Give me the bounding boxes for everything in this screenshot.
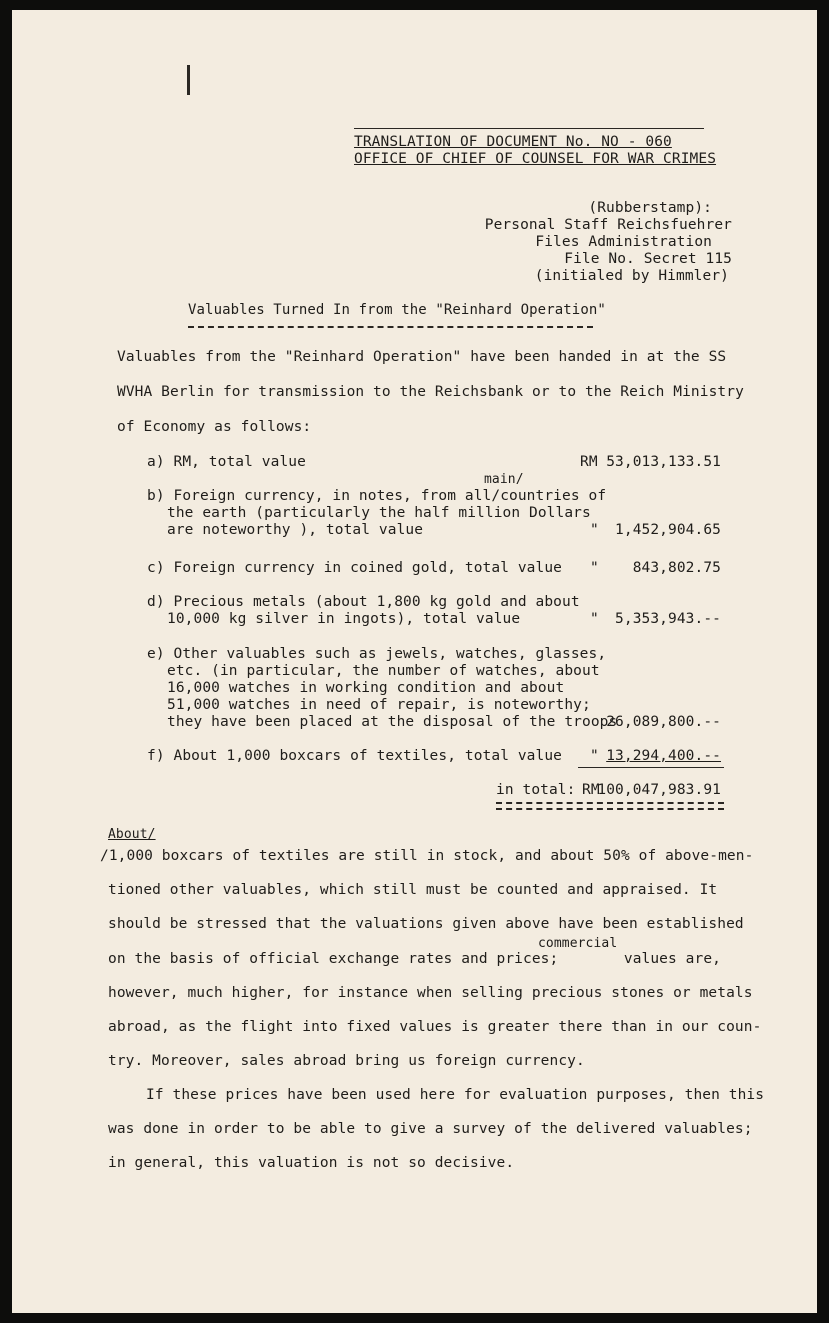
item-d-line-2: 10,000 kg silver in ingots), total value (167, 611, 521, 627)
item-e-line-3: 16,000 watches in working condition and about (167, 680, 565, 696)
total-currency: RM (582, 782, 600, 798)
body-p2-line-2: was done in order to be able to give a survey of the delivered valuables; (108, 1121, 753, 1137)
item-d-value: 5,353,943.-- (615, 611, 721, 627)
body-line-4: on the basis of official exchange rates and prices; (108, 951, 559, 967)
intro-line-3: of Economy as follows: (117, 419, 312, 435)
body-line-6: abroad, as the flight into fixed values is greater there than in our coun- (108, 1019, 762, 1035)
body-line-5: however, much higher, for instance when selling precious stones or metals (108, 985, 753, 1001)
total-double-underline (496, 802, 724, 810)
header-line-2: OFFICE OF CHIEF OF COUNSEL FOR WAR CRIMES (354, 151, 717, 167)
document-page (12, 10, 817, 1313)
item-b-line-2: the earth (particularly the half million Dollars (167, 505, 591, 521)
title-underline (188, 326, 593, 328)
document-title: Valuables Turned In from the "Reinhard Operation" (188, 302, 606, 318)
item-c-ditto: " (590, 560, 599, 576)
header-top-rule (354, 128, 704, 129)
body-line-2: tioned other valuables, which still must be counted and appraised. It (108, 882, 718, 898)
stamp-line-1: (Rubberstamp): (588, 200, 712, 216)
item-c-text: c) Foreign currency in coined gold, total value (147, 560, 562, 576)
hole-punch-mark (187, 65, 190, 95)
item-f-value: 13,294,400.-- (606, 748, 721, 764)
body-line-3: should be stressed that the valuations given above have been established (108, 916, 744, 932)
stamp-line-3: Files Administration (535, 234, 712, 250)
intro-line-2: WVHA Berlin for transmission to the Reichsbank or to the Reich Ministry (117, 384, 744, 400)
item-e-value: 26,089,800.-- (606, 714, 721, 730)
item-e-line-2: etc. (in particular, the number of watches, about (167, 663, 600, 679)
body-p2-line-1: If these prices have been used here for evaluation purposes, then this (146, 1087, 765, 1103)
item-a-value: 53,013,133.51 (606, 454, 721, 470)
item-d-line-1: d) Precious metals (about 1,800 kg gold and about (147, 594, 580, 610)
item-b-line-3: are noteworthy ), total value (167, 522, 424, 538)
body-line-7: try. Moreover, sales abroad bring us foreign currency. (108, 1053, 585, 1069)
item-e-line-4: 51,000 watches in need of repair, is noteworthy; (167, 697, 591, 713)
total-value: 100,047,983.91 (597, 782, 721, 798)
item-a-text: a) RM, total value (147, 454, 306, 470)
item-d-ditto: " (590, 611, 599, 627)
item-f-text: f) About 1,000 boxcars of textiles, total value (147, 748, 562, 764)
total-label: in total: (496, 782, 576, 798)
header-line-1: TRANSLATION OF DOCUMENT No. NO - 060 (354, 134, 672, 150)
item-b-ditto: " (590, 522, 599, 538)
stamp-line-2: Personal Staff Reichsfuehrer (484, 217, 732, 233)
item-b-insert: main/ (484, 472, 524, 487)
intro-line-1: Valuables from the "Reinhard Operation" have been handed in at the SS (117, 349, 727, 365)
body-line-1: /1,000 boxcars of textiles are still in stock, and about 50% of above-men- (100, 848, 754, 864)
item-c-value: 843,802.75 (632, 560, 721, 576)
body-p2-line-3: in general, this valuation is not so decisive. (108, 1155, 515, 1171)
item-a-currency: RM (580, 454, 598, 470)
insert-commercial: commercial (538, 936, 618, 951)
body-line-4-end: values are, (623, 951, 721, 967)
item-b-line-1: b) Foreign currency, in notes, from all/countries of (147, 488, 607, 504)
stamp-line-5: (initialed by Himmler) (534, 268, 729, 284)
item-e-line-5: they have been placed at the disposal of the troops (167, 714, 618, 730)
item-f-ditto: " (590, 748, 599, 764)
item-e-line-1: e) Other valuables such as jewels, watches, glasses, (147, 646, 607, 662)
stamp-line-4: File No. Secret 115 (564, 251, 732, 267)
subtotal-rule (578, 767, 724, 768)
insert-about: About/ (108, 827, 156, 842)
item-b-value: 1,452,904.65 (615, 522, 721, 538)
